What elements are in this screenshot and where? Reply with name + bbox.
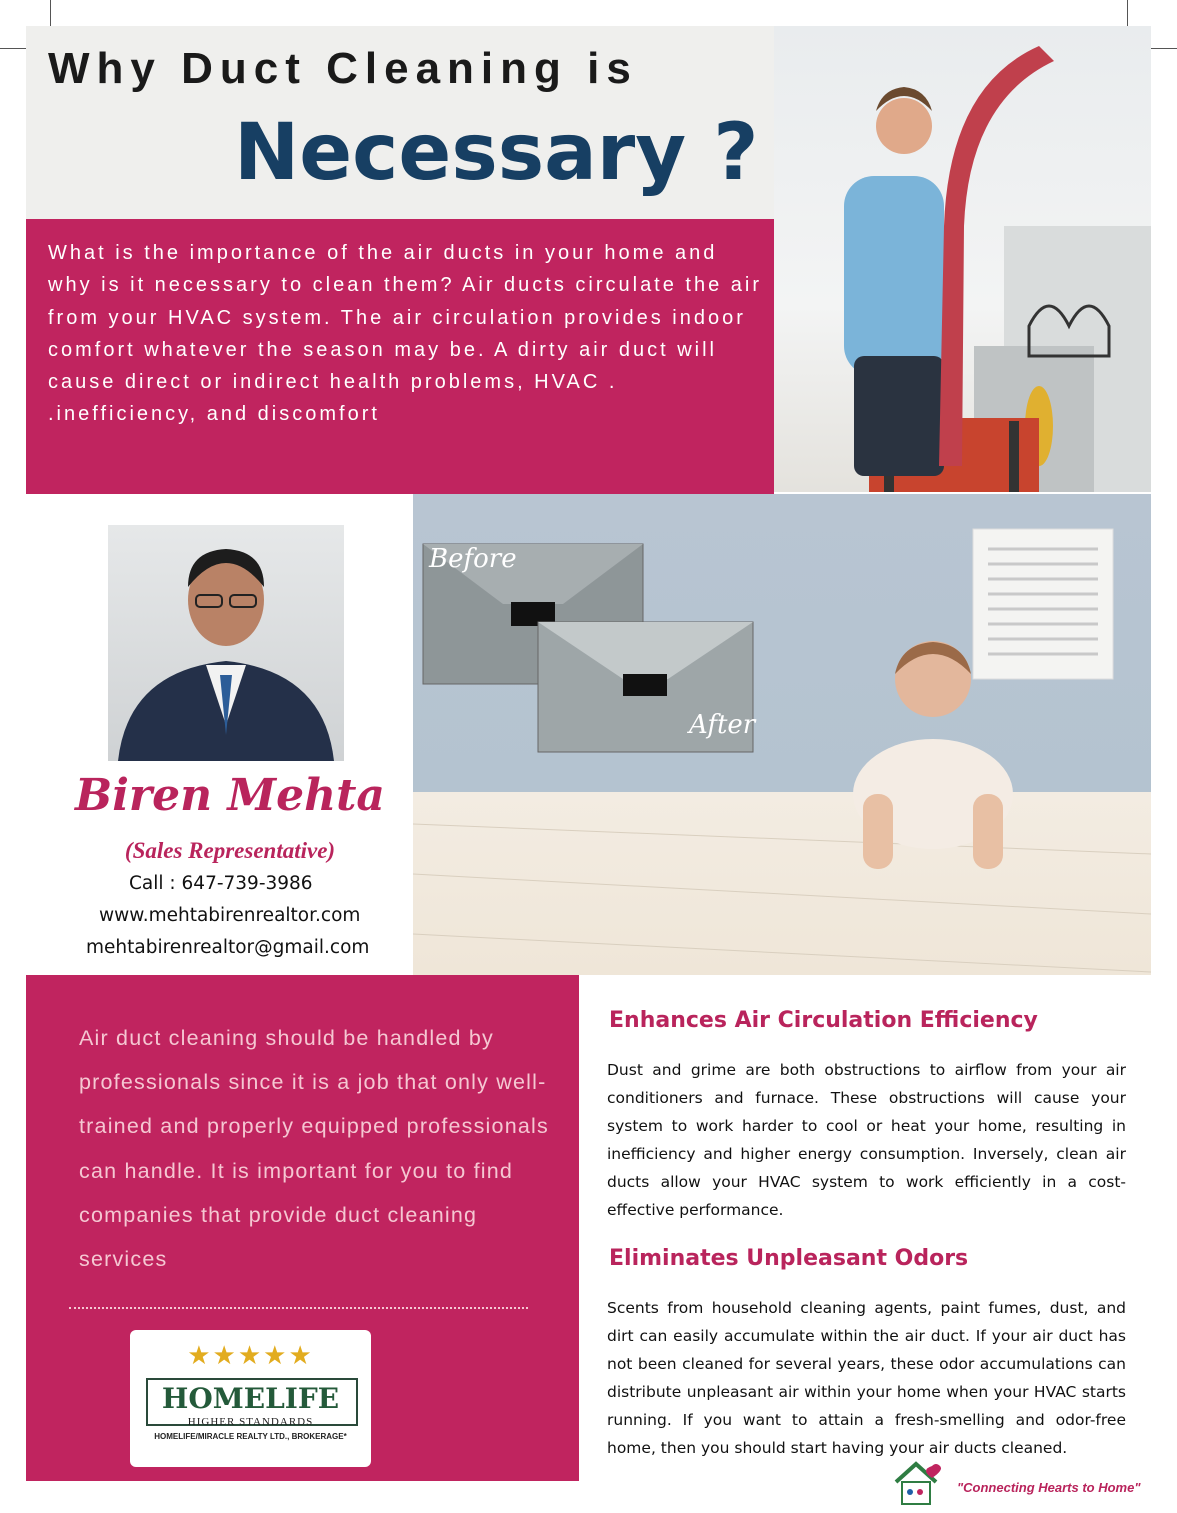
section-body-circulation: Dust and grime are both obstructions to airflow from your air conditioners and furnace. These obstructions will cause your system to work harder to cool or heat your home, resulting in inefficiency and higher energy consumption. Inversely, clean air ducts allow your HVAC system to work efficiently in a cost-effective performance.	[607, 1061, 1126, 1219]
footer-tagline: "Connecting Hearts to Home"	[957, 1480, 1141, 1495]
rating-stars-icon: ★★★★★	[187, 1340, 314, 1370]
agent-name: Biren Mehta	[75, 770, 385, 821]
section-heading-circulation: Enhances Air Circulation Efficiency	[609, 1008, 1038, 1033]
logo-subtitle: HIGHER STANDARDS	[187, 1416, 314, 1428]
agent-email[interactable]: mehtabirenrealtor@gmail.com	[86, 937, 370, 958]
section-heading-odors: Eliminates Unpleasant Odors	[609, 1246, 969, 1271]
agent-portrait	[108, 525, 344, 761]
intro-panel	[26, 219, 774, 494]
after-label: After	[689, 710, 756, 740]
duct-comparison-photo	[413, 494, 1151, 975]
logo-brand: HOMELIFE	[161, 1382, 340, 1415]
intro-paragraph: What is the importance of the air ducts in your home and why is it necessary to clean them? Air ducts circulate the air from your HVAC system. The air circulation provides indoor comfort whatever the season may be. A dirty air duct will cause direct or indirect health problems, HVAC . .inefficiency, and discomfort	[48, 242, 763, 426]
logo-brokerage: HOMELIFE/MIRACLE REALTY LTD., BROKERAGE*	[154, 1432, 347, 1441]
agent-role: (Sales Representative)	[124, 838, 336, 863]
section-body-odors: Scents from household cleaning agents, paint fumes, dust, and dirt can easily accumulate within the air duct. If your air duct has not been cleaned for several years, these odor accumulations can distribute unpleasant air within your home when your HVAC starts running. If you want to attain a fresh-smelling and odor-free home, then you should start having your air ducts cleaned.	[607, 1299, 1126, 1457]
house-logo-icon	[892, 1458, 944, 1508]
homelife-logo	[130, 1330, 371, 1467]
agent-website[interactable]: www.mehtabirenrealtor.com	[99, 905, 361, 926]
technician-photo	[774, 26, 1151, 492]
page-title-emphasis: Necessary ?	[234, 108, 759, 198]
professional-panel	[26, 975, 579, 1481]
agent-phone: Call : 647-739-3986	[129, 873, 313, 894]
page-title: Why Duct Cleaning is	[48, 44, 638, 93]
title-panel	[26, 26, 774, 219]
before-label: Before	[429, 544, 517, 574]
professional-paragraph: Air duct cleaning should be handled by professionals since it is a job that only well-trained and properly equipped professionals can handle. It is important for you to find companies that provide duct cleaning services	[79, 1026, 549, 1272]
dotted-divider	[69, 1307, 528, 1309]
